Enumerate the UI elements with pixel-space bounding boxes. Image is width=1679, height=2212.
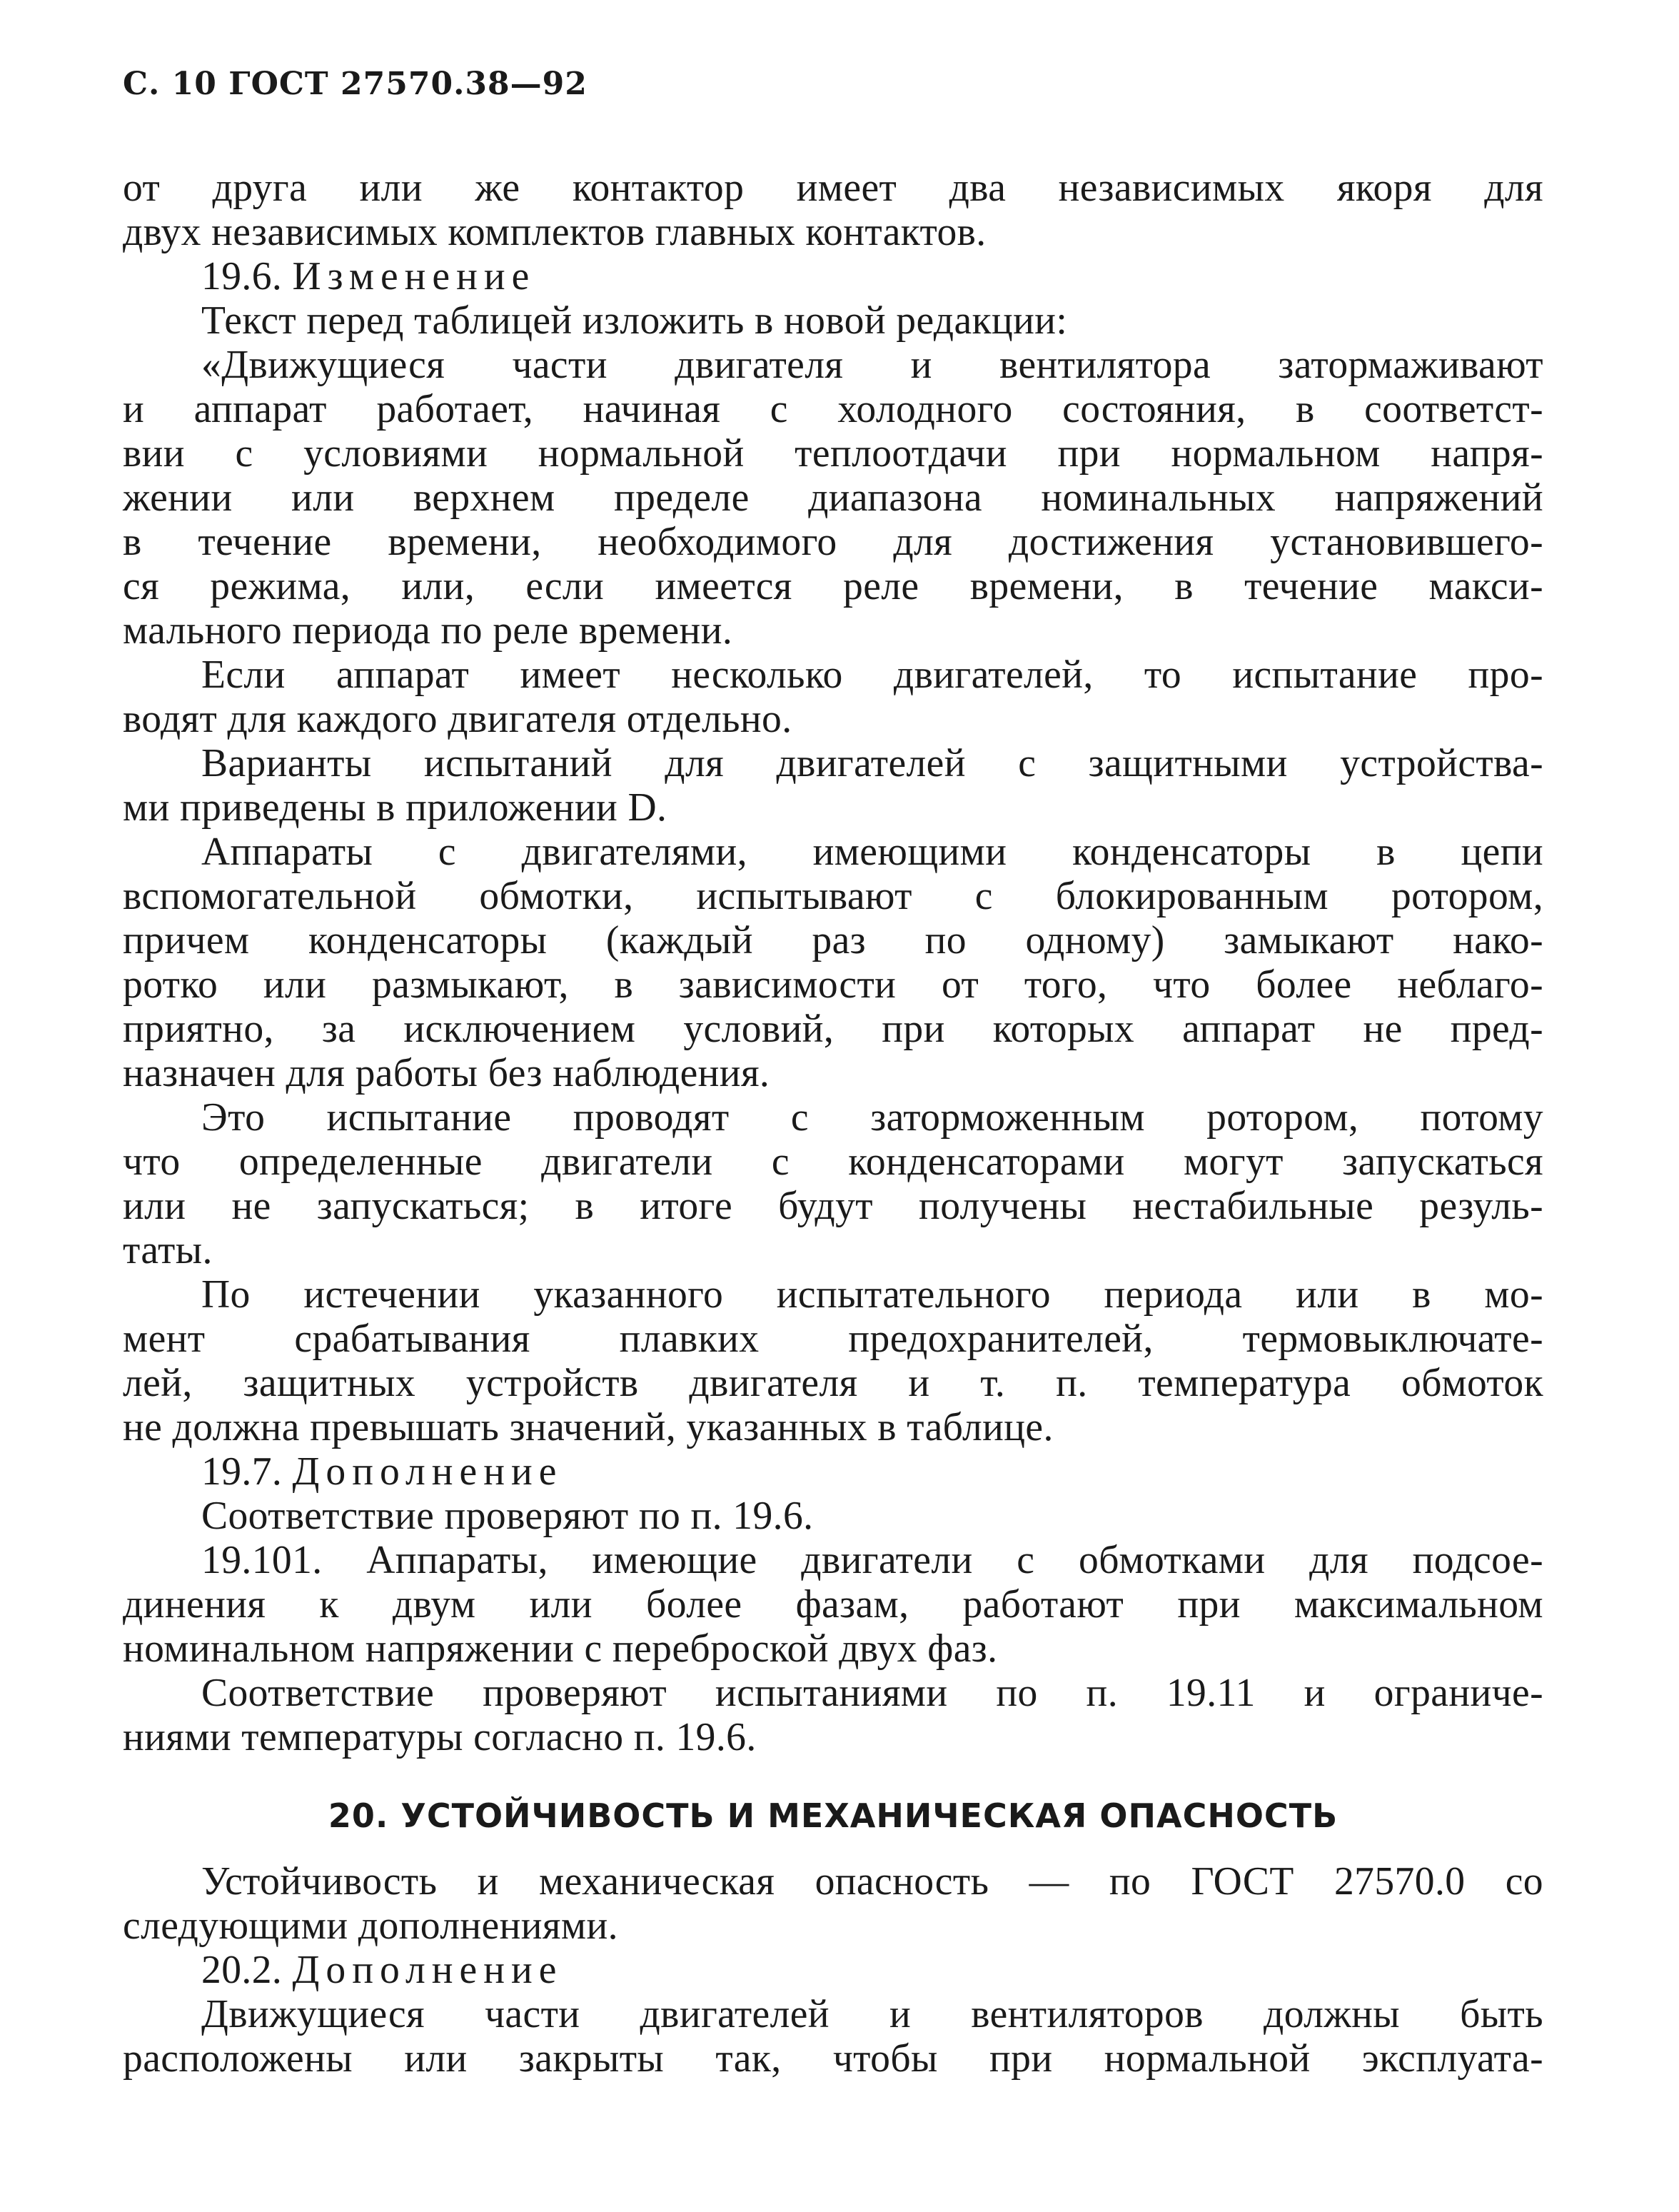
text-line: причем конденсаторы (каждый раз по одному) замыкают нако-	[123, 918, 1543, 962]
text-line: следующими дополнениями.	[123, 1904, 618, 1948]
text-line: расположены или закрыты так, чтобы при нормальной эксплуата-	[123, 2036, 1543, 2081]
paragraph	[123, 1494, 1543, 1538]
subsection-number: 19.7.	[201, 1449, 283, 1494]
text-line: таты.	[123, 1228, 213, 1272]
text-line: Текст перед таблицей изложить в новой редакции:	[201, 298, 1068, 343]
paragraph	[123, 1671, 1543, 1759]
text-line: 19.101. Аппараты, имеющие двигатели с обмотками для подсое-	[201, 1538, 1543, 1582]
subsection-heading-word: Дополнение	[292, 1449, 563, 1494]
text-line: мент срабатывания плавких предохранителей, термовыключате-	[123, 1317, 1543, 1361]
text-line: ся режима, или, если имеется реле времени, в течение макси-	[123, 564, 1543, 608]
paragraph	[123, 166, 1543, 254]
text-line: не должна превышать значений, указанных в таблице.	[123, 1405, 1054, 1449]
subsection-heading-word: Дополнение	[292, 1948, 563, 1992]
text-line: приятно, за исключением условий, при которых аппарат не пред-	[123, 1007, 1543, 1051]
text-line: лей, защитных устройств двигателя и т. п. температура обмоток	[123, 1361, 1543, 1405]
subsection-heading	[123, 254, 1543, 298]
text-line: Соответствие проверяют по п. 19.6.	[201, 1494, 814, 1538]
text-line: в течение времени, необходимого для достижения установившего-	[123, 520, 1543, 564]
subsection-heading	[123, 1449, 1543, 1494]
text-line: двух независимых комплектов главных контактов.	[123, 210, 987, 254]
body-text	[123, 166, 1543, 2081]
text-line: водят для каждого двигателя отдельно.	[123, 697, 792, 741]
text-line: Соответствие проверяют испытаниями по п. 19.11 и ограниче-	[201, 1671, 1543, 1715]
text-line: динения к двум или более фазам, работают при максимальном	[123, 1582, 1543, 1627]
text-line: вии с условиями нормальной теплоотдачи при нормальном напря-	[123, 431, 1543, 476]
text-line: Если аппарат имеет несколько двигателей, то испытание про-	[201, 653, 1543, 697]
paragraph	[123, 343, 1543, 653]
text-line: назначен для работы без наблюдения.	[123, 1051, 770, 1095]
paragraph	[123, 1992, 1543, 2081]
text-line: ми приведены в приложении D.	[123, 785, 667, 830]
paragraph	[123, 1272, 1543, 1449]
text-line: Варианты испытаний для двигателей с защитными устройства-	[201, 741, 1543, 785]
text-line: Аппараты с двигателями, имеющими конденсаторы в цепи	[201, 830, 1543, 874]
paragraph	[123, 830, 1543, 1095]
text-line: вспомогательной обмотки, испытывают с блокированным ротором,	[123, 874, 1543, 918]
text-line: Это испытание проводят с заторможенным ротором, потому	[201, 1095, 1543, 1140]
text-line: от друга или же контактор имеет два независимых якоря для	[123, 166, 1543, 210]
text-line: что определенные двигатели с конденсаторами могут запускаться	[123, 1140, 1543, 1184]
paragraph	[123, 1859, 1543, 1948]
text-line: По истечении указанного испытательного периода или в мо-	[201, 1272, 1543, 1317]
text-line: и аппарат работает, начиная с холодного состояния, в соответст-	[123, 387, 1543, 431]
subsection-heading	[123, 1948, 1543, 1992]
text-line: Движущиеся части двигателей и вентиляторов должны быть	[201, 1992, 1543, 2036]
subsection-number: 19.6.	[201, 254, 283, 298]
text-line: или не запускаться; в итоге будут получены нестабильные резуль-	[123, 1184, 1543, 1228]
paragraph	[123, 1095, 1543, 1272]
text-line: номинальном напряжении с переброской двух фаз.	[123, 1627, 998, 1671]
text-line: ниями температуры согласно п. 19.6.	[123, 1715, 757, 1759]
paragraph	[123, 741, 1543, 830]
paragraph	[123, 298, 1543, 343]
text-line: жении или верхнем пределе диапазона номинальных напряжений	[123, 476, 1543, 520]
subsection-heading-word: Изменение	[292, 254, 536, 298]
section-title: 20. УСТОЙЧИВОСТЬ И МЕХАНИЧЕСКАЯ ОПАСНОСТЬ	[328, 1796, 1338, 1835]
text-line: ротко или размыкают, в зависимости от того, что более неблаго-	[123, 962, 1543, 1007]
text-line: мального периода по реле времени.	[123, 608, 733, 653]
paragraph	[123, 653, 1543, 741]
text-line: «Движущиеся части двигателя и вентилятора затормаживают	[201, 343, 1543, 387]
text-line: Устойчивость и механическая опасность — по ГОСТ 27570.0 со	[201, 1859, 1543, 1904]
paragraph	[123, 1538, 1543, 1671]
subsection-number: 20.2.	[201, 1948, 283, 1992]
running-head: С. 10 ГОСТ 27570.38—92	[123, 66, 588, 102]
